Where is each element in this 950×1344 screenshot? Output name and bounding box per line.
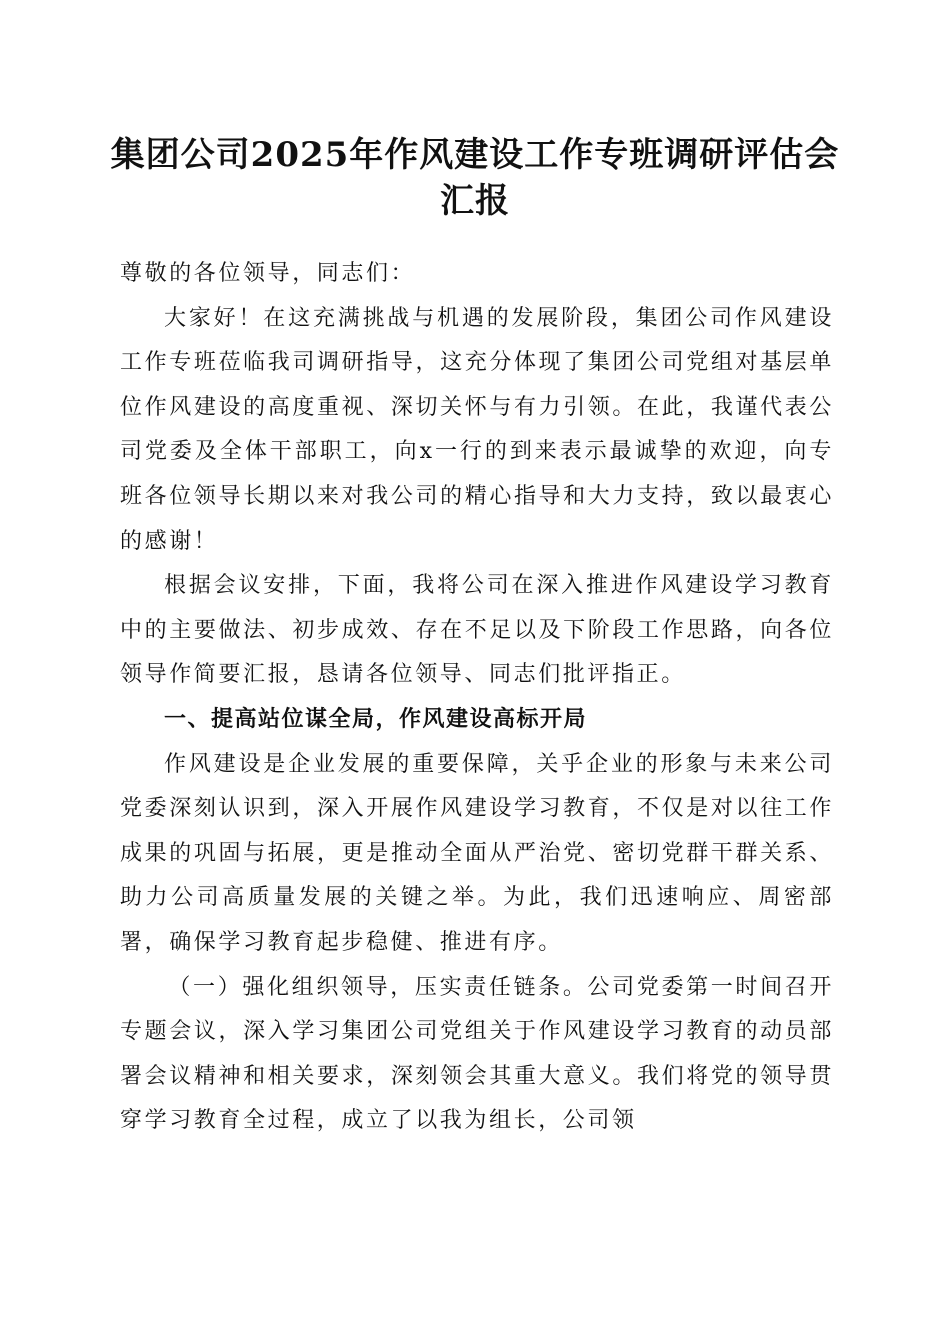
document-body: [120, 252, 834, 1144]
section-heading-1: 一、提高站位谋全局，作风建设高标开局: [164, 706, 588, 732]
document-title: 集团公司2025年作风建设工作专班调研评估会汇报: [110, 135, 840, 221]
paragraph-section-1-intro: 作风建设是企业发展的重要保障，关乎企业的形象与未来公司党委深刻认识到，深入开展作风建设学习教育，不仅是对以往工作成果的巩固与拓展，更是推动全面从严治党、密切党群干群关系、助力公司高质量发展的关键之举。为此，我们迅速响应、周密部署，确保学习教育起步稳健、推进有序。: [120, 751, 834, 955]
salutation: 尊敬的各位领导，同志们：: [120, 261, 416, 286]
paragraph-subsection-1: （一）强化组织领导，压实责任链条。公司党委第一时间召开专题会议，深入学习集团公司党组关于作风建设学习教育的动员部署会议精神和相关要求，深刻领会其重大意义。我们将党的领导贯穿学习教育全过程，成立了以我为组长，公司领: [120, 974, 834, 1134]
paragraph-greeting: 大家好！在这充满挑战与机遇的发展阶段，集团公司作风建设工作专班莅临我司调研指导，这充分体现了集团公司党组对基层单位作风建设的高度重视、深切关怀与有力引领。在此，我谨代表公司党委及全体干部职工，向x一行的到来表示最诚挚的欢迎，向专班各位领导长期以来对我公司的精心指导和大力支持，致以最衷心的感谢！: [120, 305, 834, 554]
paragraph-agenda: 根据会议安排，下面，我将公司在深入推进作风建设学习教育中的主要做法、初步成效、存在不足以及下阶段工作思路，向各位领导作简要汇报，恳请各位领导、同志们批评指正。: [120, 573, 834, 688]
